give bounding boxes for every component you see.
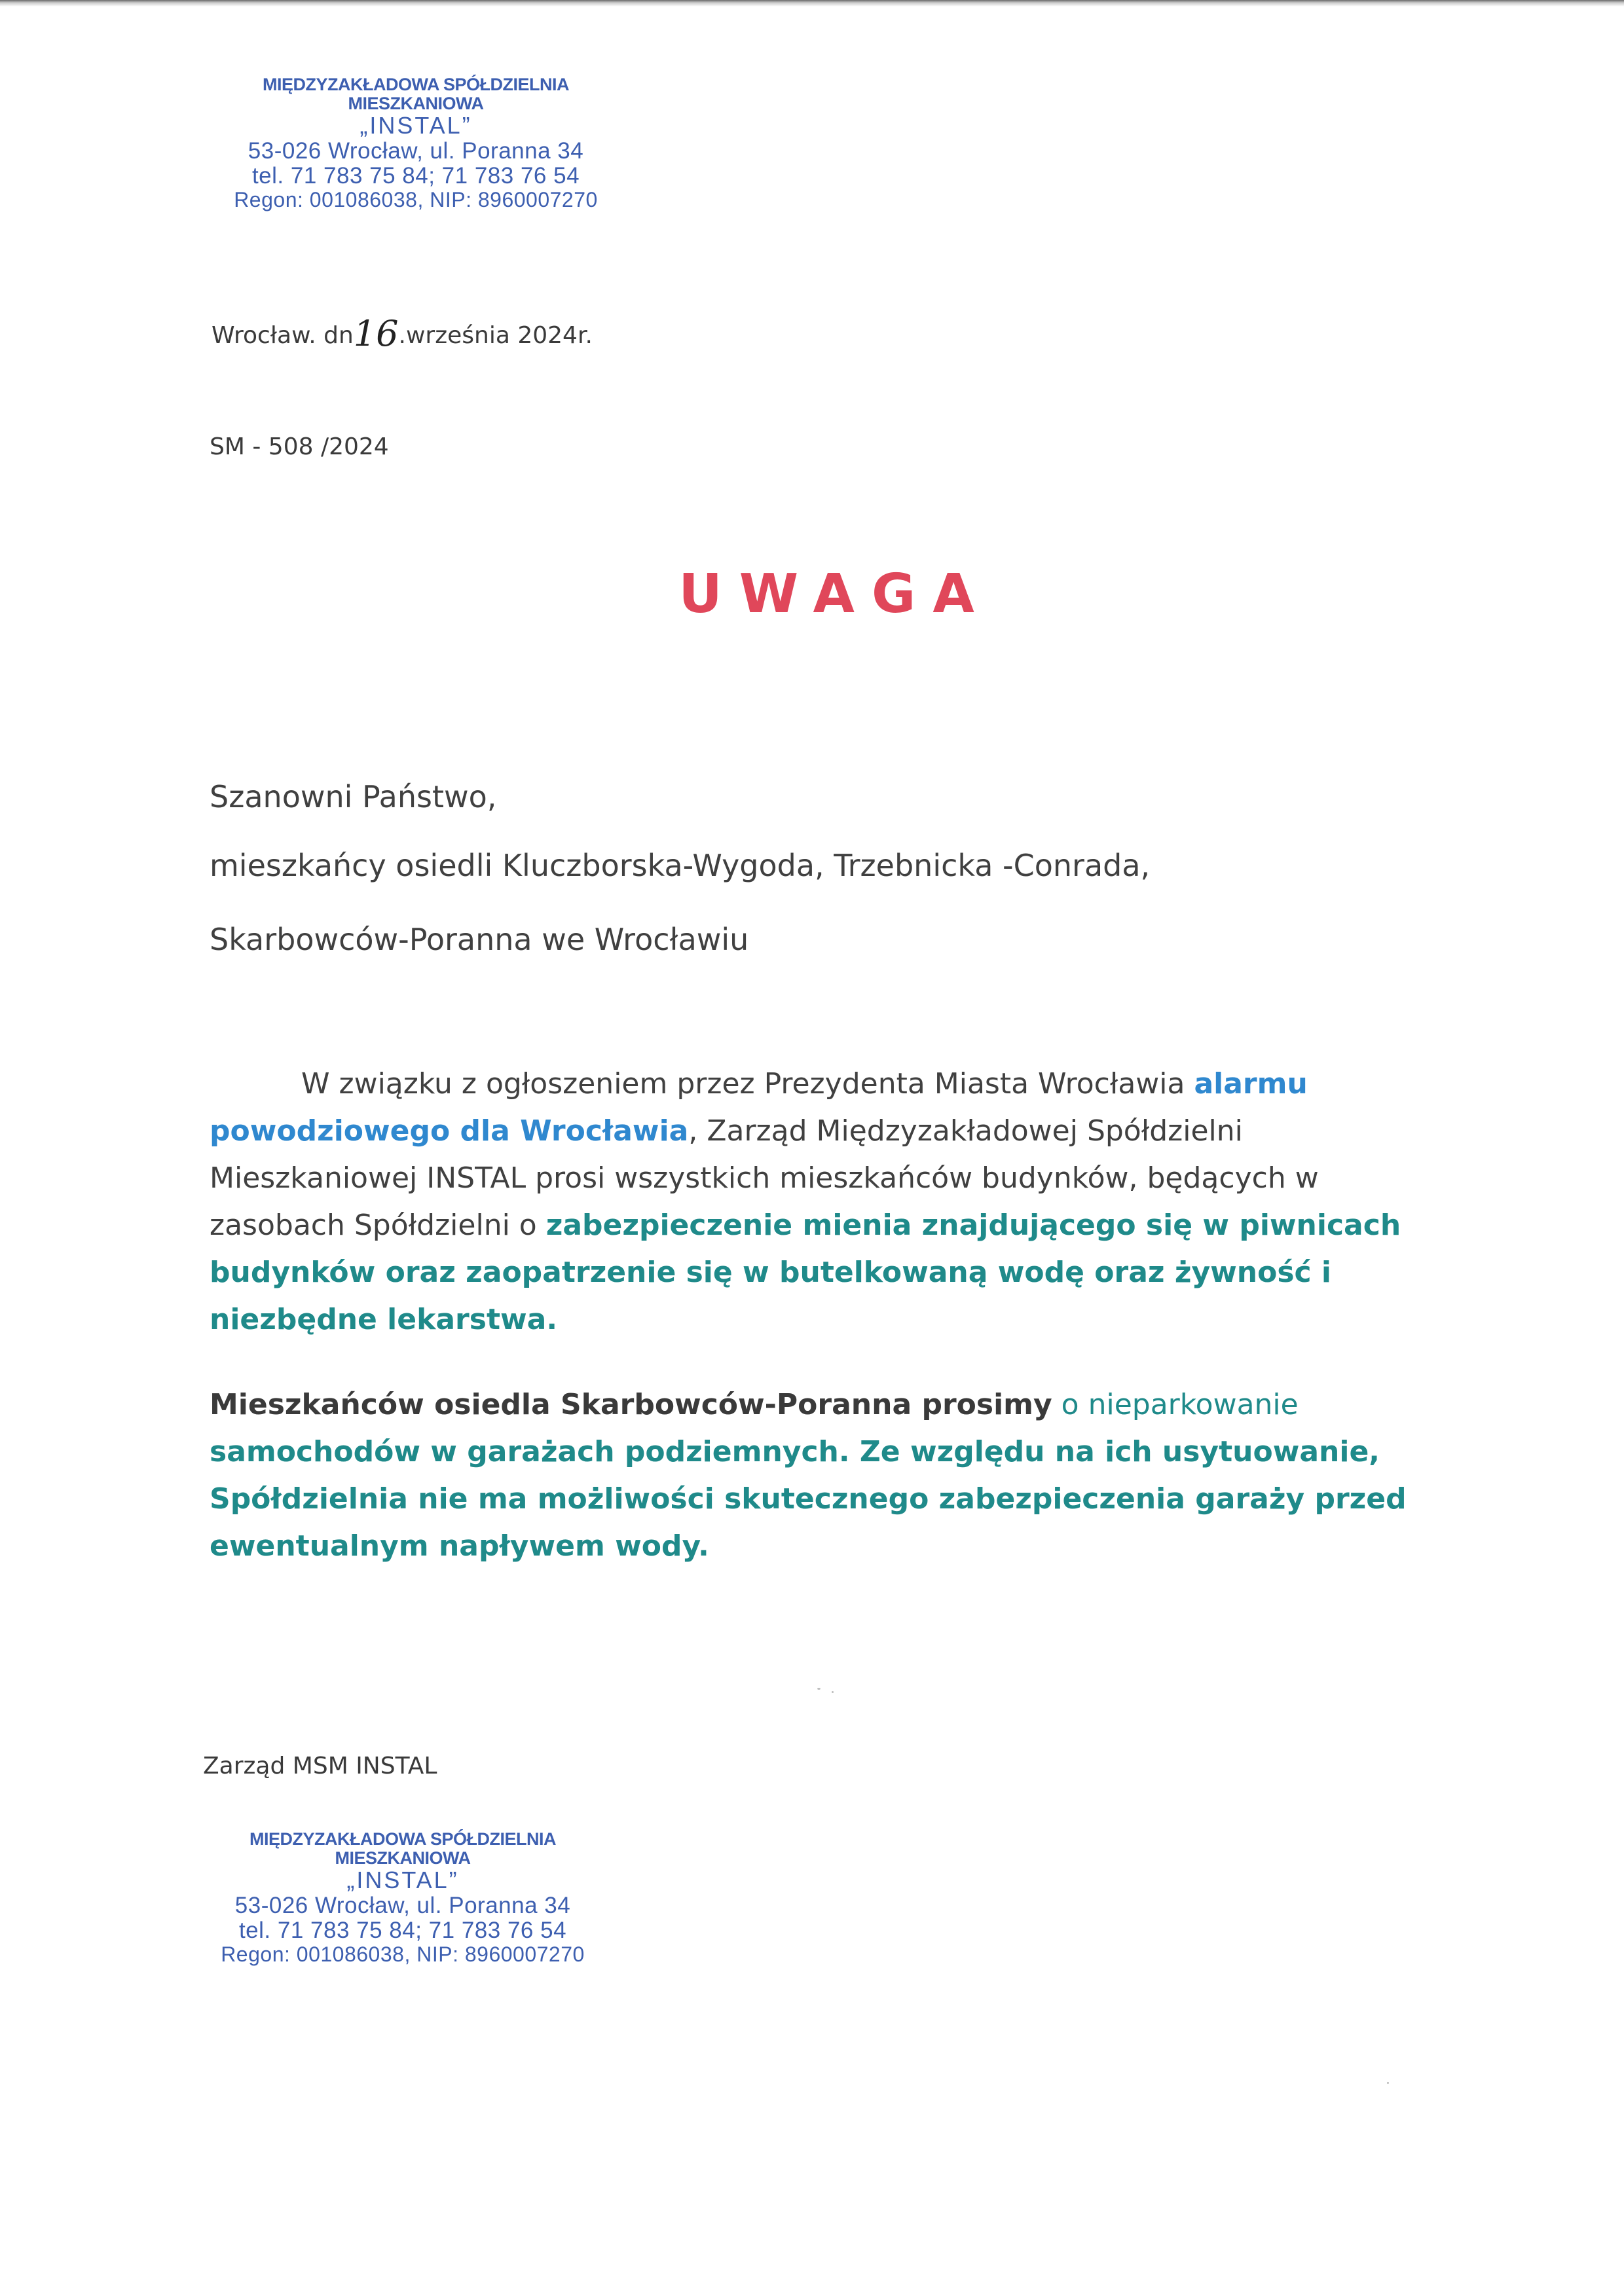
p1-alarm-highlight: alarmu powodziowego dla Wrocławia (210, 1067, 1308, 1148)
date-line (212, 310, 593, 352)
date-prefix: Wrocław. dn (212, 322, 354, 349)
p1-text-a: W związku z ogłoszeniem przez Prezydenta Miasta Wrocławia (301, 1067, 1194, 1101)
scan-speck (1387, 2082, 1389, 2084)
p1-request-highlight: zabezpieczenie mienia znajdującego się w piwnicach budynków oraz zaopatrzenie się w butelkowaną wodę oraz żywność i niezbędne lekarstwa. (210, 1209, 1401, 1336)
paragraph-2 (210, 1381, 1434, 1570)
greeting-line-1: Szanowni Państwo, (210, 779, 497, 814)
p2-bold-intro: Mieszkańców osiedla Skarbowców-Poranna prosimy (210, 1388, 1052, 1421)
stamp-org-short: „INSTAL” (346, 1867, 459, 1894)
greeting-line-3: Skarbowców-Poranna we Wrocławiu (210, 922, 749, 957)
paragraph-1 (210, 1061, 1434, 1343)
stamp-org-name: MIĘDZYZAKŁADOWA SPÓŁDZIELNIA MIESZKANIOWA (263, 75, 569, 114)
p2-parking-highlight: samochodów w garażach podziemnych. Ze względu na ich usytuowanie, Spółdzielnia nie ma możliwości skutecznego zabezpieczenia garaży przed ewentualnym napływem wody. (210, 1435, 1407, 1563)
date-suffix: .września 2024r. (398, 322, 593, 349)
scan-speck (817, 1688, 821, 1690)
p2-text: o nieparkowanie (1052, 1388, 1299, 1421)
stamp-phone: tel. 71 783 75 84; 71 783 76 54 (251, 162, 580, 189)
stamp-org-name: MIĘDZYZAKŁADOWA SPÓŁDZIELNIA MIESZKANIOWA (249, 1829, 556, 1868)
signature-line: Zarząd MSM INSTAL (203, 1753, 437, 1779)
stamp-address: 53-026 Wrocław, ul. Poranna 34 (248, 138, 584, 164)
stamp-regon: Regon: 001086038, NIP: 8960007270 (234, 187, 598, 211)
header-stamp (196, 75, 635, 211)
stamp-regon: Regon: 001086038, NIP: 8960007270 (221, 1942, 585, 1966)
reference-number: SM - 508 /2024 (210, 433, 389, 460)
stamp-address: 53-026 Wrocław, ul. Poranna 34 (234, 1893, 571, 1919)
greeting-line-2: mieszkańcy osiedli Kluczborska-Wygoda, Trzebnicka -Conrada, (210, 848, 1151, 883)
scan-speck (832, 1691, 834, 1693)
handwritten-day: 16 (353, 313, 399, 354)
signature-stamp (183, 1830, 622, 1965)
p1-text-b: , Zarząd Międzyzakładowej Spółdzielni Mieszkaniowej INSTAL prosi wszystkich mieszkańców budynków, będących w zasobach Spółdzielni o (210, 1114, 1319, 1242)
scan-edge (0, 0, 1624, 7)
stamp-phone: tel. 71 783 75 84; 71 783 76 54 (238, 1917, 567, 1943)
notice-title: UWAGA (678, 563, 991, 625)
stamp-org-short: „INSTAL” (360, 112, 472, 139)
